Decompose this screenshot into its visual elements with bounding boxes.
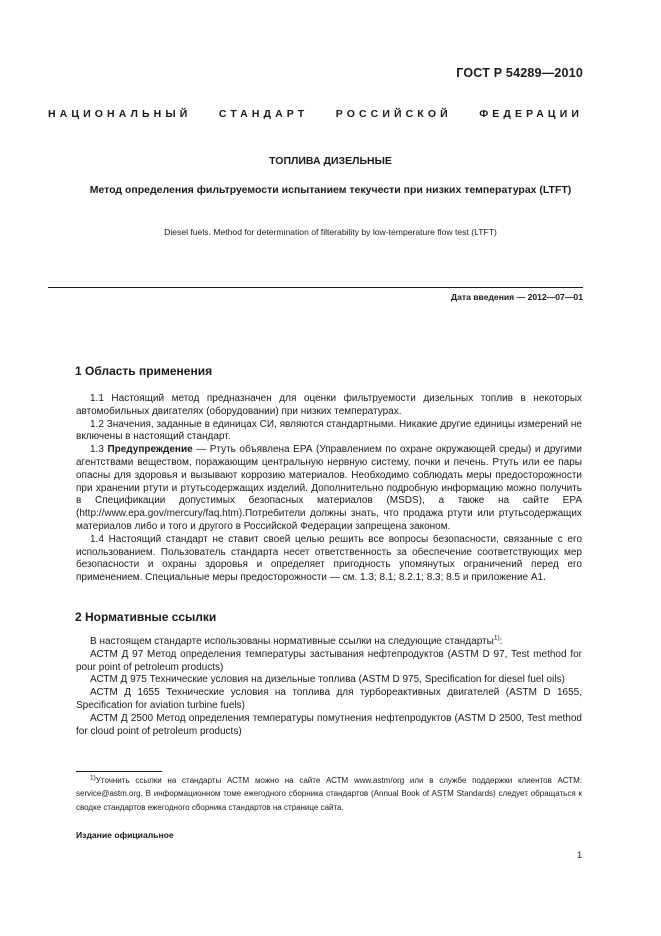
national-standard-banner: НАЦИОНАЛЬНЫЙ СТАНДАРТ РОССИЙСКОЙ ФЕДЕРАЦИИ [48,108,583,120]
paragraph-1-1: 1.1 Настоящий метод предназначен для оценки фильтруемости дизельных топлив в некоторых автомобильных двигателях (оборудовании) при низких температурах. [76,393,582,417]
references-intro: В настоящем стандарте использованы нормативные ссылки на следующие стандарты$^{1)}$: [90,634,503,647]
document-subtitle: Метод определения фильтруемости испытанием текучести при низких температурах (LTFT) [89,184,572,196]
footnote-text: Уточнить ссылки на стандарты АСТМ можно на сайте АСТМ www.astm/org или в службе поддержки клиентов АСТМ: service@astm.org. В информационном томе ежегодного сборника стандартов (Annual Book of ASTM Standards) следует обращаться к сводке стандартов ежегодного сборника стандартов на странице сайта. [76,776,582,812]
paragraph-1-4: 1.4 Настоящий стандарт не ставит своей целью решить все вопросы безопасности, связанные с его использованием. Пользователь стандарта несет ответственность за обеспечение соответствующих мер безопасности и охраны здоровья и определяет пригодность упомянутых ограничений перед его применением. Специальные меры предосторожности — см. 1.3; 8.1; 8.2.1; 8.3; 8.5 и приложение А1. [76,533,582,584]
footnote-divider [76,771,162,772]
warning-label: Предупреждение [107,444,193,456]
paragraph-1-3 [76,444,582,534]
reference-item: АСТМ Д 1655 Технические условия на топлива для турбореактивных двигателей (ASTM D 1655, Specification for aviation turbine fuels) [76,687,582,711]
document-code: ГОСТ Р 54289—2010 [456,66,583,80]
document-title: ТОПЛИВА ДИЗЕЛЬНЫЕ [269,155,392,167]
section-2-body [76,636,582,738]
reference-item: АСТМ Д 975 Технические условия на дизельные топлива (ASTM D 975, Specification for diesel fuel oils) [90,674,565,686]
page-number: 1 [576,850,582,860]
reference-item: АСТМ Д 2500 Метод определения температуры помутнения нефтепродуктов (ASTM D 2500, Test method for cloud point of petroleum products) [76,712,582,737]
edition-label: Издание официальное [76,830,174,840]
title-divider [48,287,583,288]
footnote [76,774,582,814]
document-title-english: Diesel fuels. Method for determination of filterability by low-temperature flow test (LTFT) [164,227,497,237]
paragraph-1-2: 1.2 Значения, заданные в единицах СИ, являются стандартными. Никакие другие единицы измерений не включены в настоящий стандарт. [76,418,582,443]
section-1-heading: 1 Область применения [75,364,213,378]
reference-item: АСТМ Д 97 Метод определения температуры застывания нефтепродуктов (ASTM D 97, Test method for pour point of petroleum products) [76,648,582,673]
footnote-reference: 1) [493,634,500,642]
section-2-heading: 2 Нормативные ссылки [75,610,217,624]
paragraph-1-3-number: 1.3 [90,444,104,456]
introduction-date: Дата введения — 2012—07—01 [450,292,583,302]
section-1-body [76,393,582,585]
footnote-mark: 1) [90,774,96,782]
warning-text: — Ртуть объявлена ЕРА (Управлением по охране окружающей среды) и другими агентствами веществом, поражающим центральную нервную систему, почки и печень. Ртуть или ее пары опасны для здоровья и вызывают коррозию материалов. Необходимо соблюдать меры предосторожности при хранении ртути и ртутьсодержащих изделий. Дополнительно подробную информацию можно получить в Спецификации допустимых безопасных материалов (MSDS), а также на сайте ЕРА (http://www.epa.gov/mercury/faq.htm).Потребители должны знать, что продажа ртути или ртутьсодержащих материалов либо и того и другого в Российской Федерации запрещена законом. [76,444,582,532]
